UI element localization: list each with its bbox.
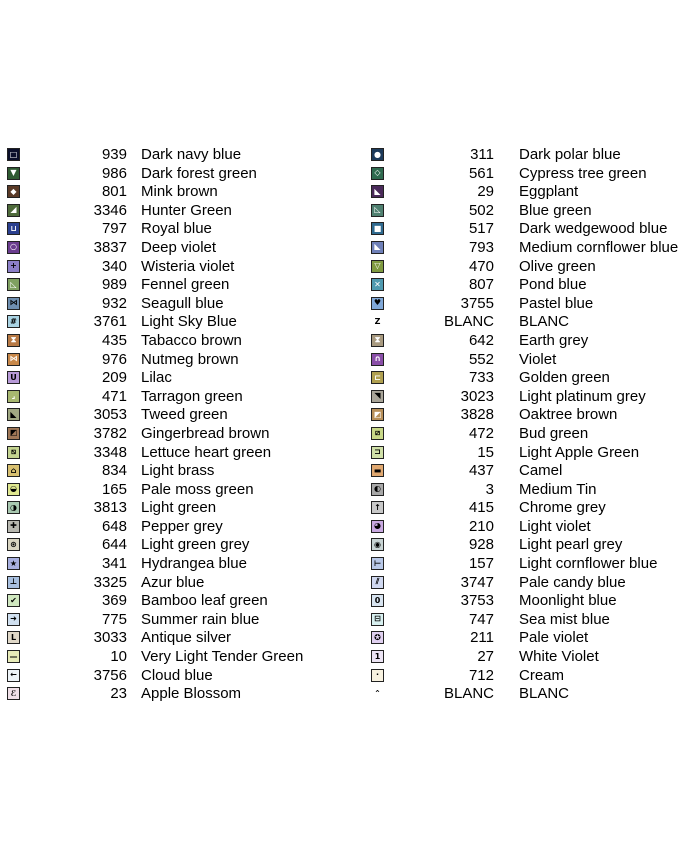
thread-code: 3782 xyxy=(93,424,127,442)
color-swatch-icon: ◺ xyxy=(371,204,384,217)
color-name: Cloud blue xyxy=(141,666,213,684)
color-swatch-icon: ✚ xyxy=(7,520,20,533)
thread-code: 415 xyxy=(468,499,494,517)
thread-code: 989 xyxy=(101,276,127,294)
color-name: Light platinum grey xyxy=(519,387,646,405)
thread-code: 3348 xyxy=(93,443,127,461)
thread-code: 561 xyxy=(468,164,494,182)
color-swatch-icon: ∩ xyxy=(371,353,384,366)
color-name: Mink brown xyxy=(141,183,218,201)
thread-code: 471 xyxy=(101,387,127,405)
color-swatch-icon: 0 xyxy=(371,594,384,607)
color-name: Light pearl grey xyxy=(519,536,623,554)
color-name: Pale violet xyxy=(519,629,589,647)
color-name: Lettuce heart green xyxy=(141,443,272,461)
color-swatch-icon: ✔ xyxy=(7,594,20,607)
color-name: Pale candy blue xyxy=(519,573,626,591)
color-swatch-icon: ⊥ xyxy=(7,576,20,589)
color-swatch-icon: ◆ xyxy=(7,185,20,198)
color-name: Light Apple Green xyxy=(519,443,640,461)
color-name: Light green grey xyxy=(141,536,250,554)
color-name: Medium cornflower blue xyxy=(519,238,679,256)
color-name: Dark wedgewood blue xyxy=(519,220,668,238)
color-name: Azur blue xyxy=(141,573,205,591)
thread-code: 23 xyxy=(110,685,127,703)
thread-code: 15 xyxy=(477,443,494,461)
thread-code: 834 xyxy=(101,462,127,480)
color-name: Golden green xyxy=(519,369,610,387)
color-swatch-icon: ⌟ xyxy=(7,390,20,403)
color-name: Moonlight blue xyxy=(519,592,617,610)
color-swatch-icon: ⊟ xyxy=(371,613,384,626)
color-name: Violet xyxy=(519,350,557,368)
color-swatch-icon: ⌃ xyxy=(371,687,384,700)
color-swatch-icon: ◢ xyxy=(7,204,20,217)
thread-code: 552 xyxy=(468,350,494,368)
thread-code: 712 xyxy=(468,666,494,684)
color-name: Wisteria violet xyxy=(141,257,235,275)
color-name: Blue green xyxy=(519,201,592,219)
color-name: Seagull blue xyxy=(141,294,224,312)
thread-code: 10 xyxy=(110,648,127,666)
color-name: Nutmeg brown xyxy=(141,350,239,368)
color-name: Deep violet xyxy=(141,238,217,256)
thread-code: 29 xyxy=(477,183,494,201)
color-swatch-icon: ⊛ xyxy=(7,538,20,551)
color-name: Olive green xyxy=(519,257,596,275)
color-swatch-icon: ℰ xyxy=(7,687,20,700)
color-name: Tabacco brown xyxy=(141,331,242,349)
color-swatch-icon: ▼ xyxy=(7,167,20,180)
color-name: Dark forest green xyxy=(141,164,257,182)
color-swatch-icon: ♥ xyxy=(371,297,384,310)
thread-code: 517 xyxy=(468,220,494,238)
thread-code: 801 xyxy=(101,183,127,201)
color-name: Hunter Green xyxy=(141,201,232,219)
thread-code: 648 xyxy=(101,517,127,535)
color-swatch-icon: ★ xyxy=(7,557,20,570)
color-swatch-icon: ⧄ xyxy=(371,427,384,440)
color-swatch-icon: L xyxy=(7,631,20,644)
color-name: Chrome grey xyxy=(519,499,606,517)
color-name: Summer rain blue xyxy=(141,610,260,628)
thread-code: 3755 xyxy=(460,294,494,312)
color-name: Apple Blossom xyxy=(141,685,242,703)
thread-code: 27 xyxy=(477,648,494,666)
thread-code: 369 xyxy=(101,592,127,610)
thread-code: 437 xyxy=(468,462,494,480)
color-name: Pale moss green xyxy=(141,480,254,498)
thread-code: 3346 xyxy=(93,201,127,219)
color-name: Dark polar blue xyxy=(519,146,621,163)
color-name: Light Sky Blue xyxy=(141,313,237,331)
thread-code: 3837 xyxy=(93,238,127,256)
color-name: Oaktree brown xyxy=(519,406,618,424)
color-swatch-icon: 1 xyxy=(371,650,384,663)
color-name: Light brass xyxy=(141,462,215,480)
thread-code: 3756 xyxy=(93,666,127,684)
color-swatch-icon: ◥ xyxy=(371,390,384,403)
color-swatch-icon: ⧅ xyxy=(7,446,20,459)
thread-code: 797 xyxy=(101,220,127,238)
color-swatch-icon: ⊢ xyxy=(371,557,384,570)
color-swatch-icon: ⧗ xyxy=(7,334,20,347)
color-name: Camel xyxy=(519,462,563,480)
thread-code: 775 xyxy=(101,610,127,628)
color-swatch-icon: ◇ xyxy=(371,167,384,180)
color-swatch-icon: ◣ xyxy=(371,241,384,254)
color-swatch-icon: ▽ xyxy=(371,260,384,273)
color-swatch-icon: ⊔ xyxy=(7,222,20,235)
thread-code: 976 xyxy=(101,350,127,368)
color-swatch-icon: — xyxy=(7,650,20,663)
thread-code: 928 xyxy=(468,536,494,554)
color-name: BLANC xyxy=(519,313,570,331)
thread-code: 3033 xyxy=(93,629,127,647)
color-swatch-icon: ◣ xyxy=(371,185,384,198)
thread-code: 340 xyxy=(101,257,127,275)
color-name: Tarragon green xyxy=(141,387,243,405)
color-name: Cypress tree green xyxy=(519,164,647,182)
color-name: White Violet xyxy=(519,648,599,666)
color-swatch-icon: ⋈ xyxy=(7,297,20,310)
color-name: Lilac xyxy=(141,369,172,387)
color-name: Bud green xyxy=(519,424,589,442)
color-name: Pond blue xyxy=(519,276,587,294)
color-name: Earth grey xyxy=(519,331,589,349)
color-name: Dark navy blue xyxy=(141,146,242,163)
color-name: Hydrangea blue xyxy=(141,555,247,573)
color-swatch-icon: ✕ xyxy=(371,278,384,291)
color-name: Sea mist blue xyxy=(519,610,610,628)
color-name: Pastel blue xyxy=(519,294,594,312)
thread-code: 807 xyxy=(468,276,494,294)
thread-code: 932 xyxy=(101,294,127,312)
thread-code: 470 xyxy=(468,257,494,275)
color-name: Pepper grey xyxy=(141,517,223,535)
color-name: Fennel green xyxy=(141,276,230,294)
color-swatch-icon: ⌂ xyxy=(7,464,20,477)
color-name: Antique silver xyxy=(141,629,232,647)
thread-code: 939 xyxy=(101,146,127,163)
color-swatch-icon: ← xyxy=(7,669,20,682)
thread-code: 341 xyxy=(101,555,127,573)
color-name: Light cornflower blue xyxy=(519,555,658,573)
color-name: Eggplant xyxy=(519,183,579,201)
color-swatch-icon: # xyxy=(7,315,20,328)
thread-code: 3747 xyxy=(460,573,494,591)
color-name: Tweed green xyxy=(141,406,228,424)
color-swatch-icon: ⫽ xyxy=(371,576,384,589)
thread-code: 435 xyxy=(101,331,127,349)
color-swatch-icon: □ xyxy=(7,148,20,161)
color-swatch-icon: ➜ xyxy=(7,613,20,626)
color-swatch-icon: ○ xyxy=(7,241,20,254)
color-swatch-icon: ◩ xyxy=(7,427,20,440)
thread-code: 793 xyxy=(468,238,494,256)
color-name: BLANC xyxy=(519,685,570,703)
color-swatch-icon: ◺ xyxy=(7,278,20,291)
color-swatch-icon: U xyxy=(7,371,20,384)
thread-code: BLANC xyxy=(443,313,494,331)
thread-code: 502 xyxy=(468,201,494,219)
thread-code: BLANC xyxy=(443,685,494,703)
color-name: Gingerbread brown xyxy=(141,424,270,442)
thread-code: 210 xyxy=(468,517,494,535)
color-swatch-icon: ⋈ xyxy=(7,353,20,366)
thread-code: 211 xyxy=(470,629,494,647)
thread-code: 3 xyxy=(485,480,494,498)
thread-code: 733 xyxy=(468,369,494,387)
thread-code: 3053 xyxy=(93,406,127,424)
color-name: Bamboo leaf green xyxy=(141,592,268,610)
thread-code: 165 xyxy=(101,480,127,498)
color-swatch-icon: · xyxy=(371,669,384,682)
color-name: Light green xyxy=(141,499,217,517)
color-name: Royal blue xyxy=(141,220,212,238)
color-name: Cream xyxy=(519,666,565,684)
thread-code: 3761 xyxy=(93,313,127,331)
color-swatch-icon: ◣ xyxy=(7,408,20,421)
color-swatch-icon: ● xyxy=(371,148,384,161)
color-swatch-icon: ⊏ xyxy=(371,371,384,384)
color-swatch-icon: ▬ xyxy=(371,464,384,477)
color-swatch-icon: ↑ xyxy=(371,501,384,514)
thread-code: 3828 xyxy=(460,406,494,424)
thread-code: 209 xyxy=(101,369,127,387)
thread-code: 472 xyxy=(468,424,494,442)
thread-code: 3813 xyxy=(93,499,127,517)
thread-code: 3325 xyxy=(93,573,127,591)
color-swatch-icon: ⧗ xyxy=(371,334,384,347)
thread-code: 3753 xyxy=(460,592,494,610)
thread-code: 986 xyxy=(101,164,127,182)
thread-code: 3023 xyxy=(460,387,494,405)
thread-code: 311 xyxy=(470,146,494,163)
thread-code: 157 xyxy=(468,555,494,573)
thread-code: 644 xyxy=(101,536,127,554)
color-name: Light violet xyxy=(519,517,591,535)
color-swatch-icon: ◉ xyxy=(371,538,384,551)
thread-code: 747 xyxy=(468,610,494,628)
color-swatch-icon: ◩ xyxy=(371,408,384,421)
color-swatch-icon: ■ xyxy=(371,222,384,235)
color-swatch-icon: ⊐ xyxy=(371,446,384,459)
color-swatch-icon: Z xyxy=(371,315,384,328)
color-swatch-icon: ◕ xyxy=(371,520,384,533)
color-swatch-icon: ◒ xyxy=(7,483,20,496)
color-swatch-icon: + xyxy=(7,260,20,273)
color-name: Medium Tin xyxy=(519,480,597,498)
thread-code: 642 xyxy=(468,331,494,349)
color-swatch-icon: ◑ xyxy=(7,501,20,514)
color-name: Very Light Tender Green xyxy=(141,648,304,666)
color-swatch-icon: ✪ xyxy=(371,631,384,644)
color-swatch-icon: ◐ xyxy=(371,483,384,496)
